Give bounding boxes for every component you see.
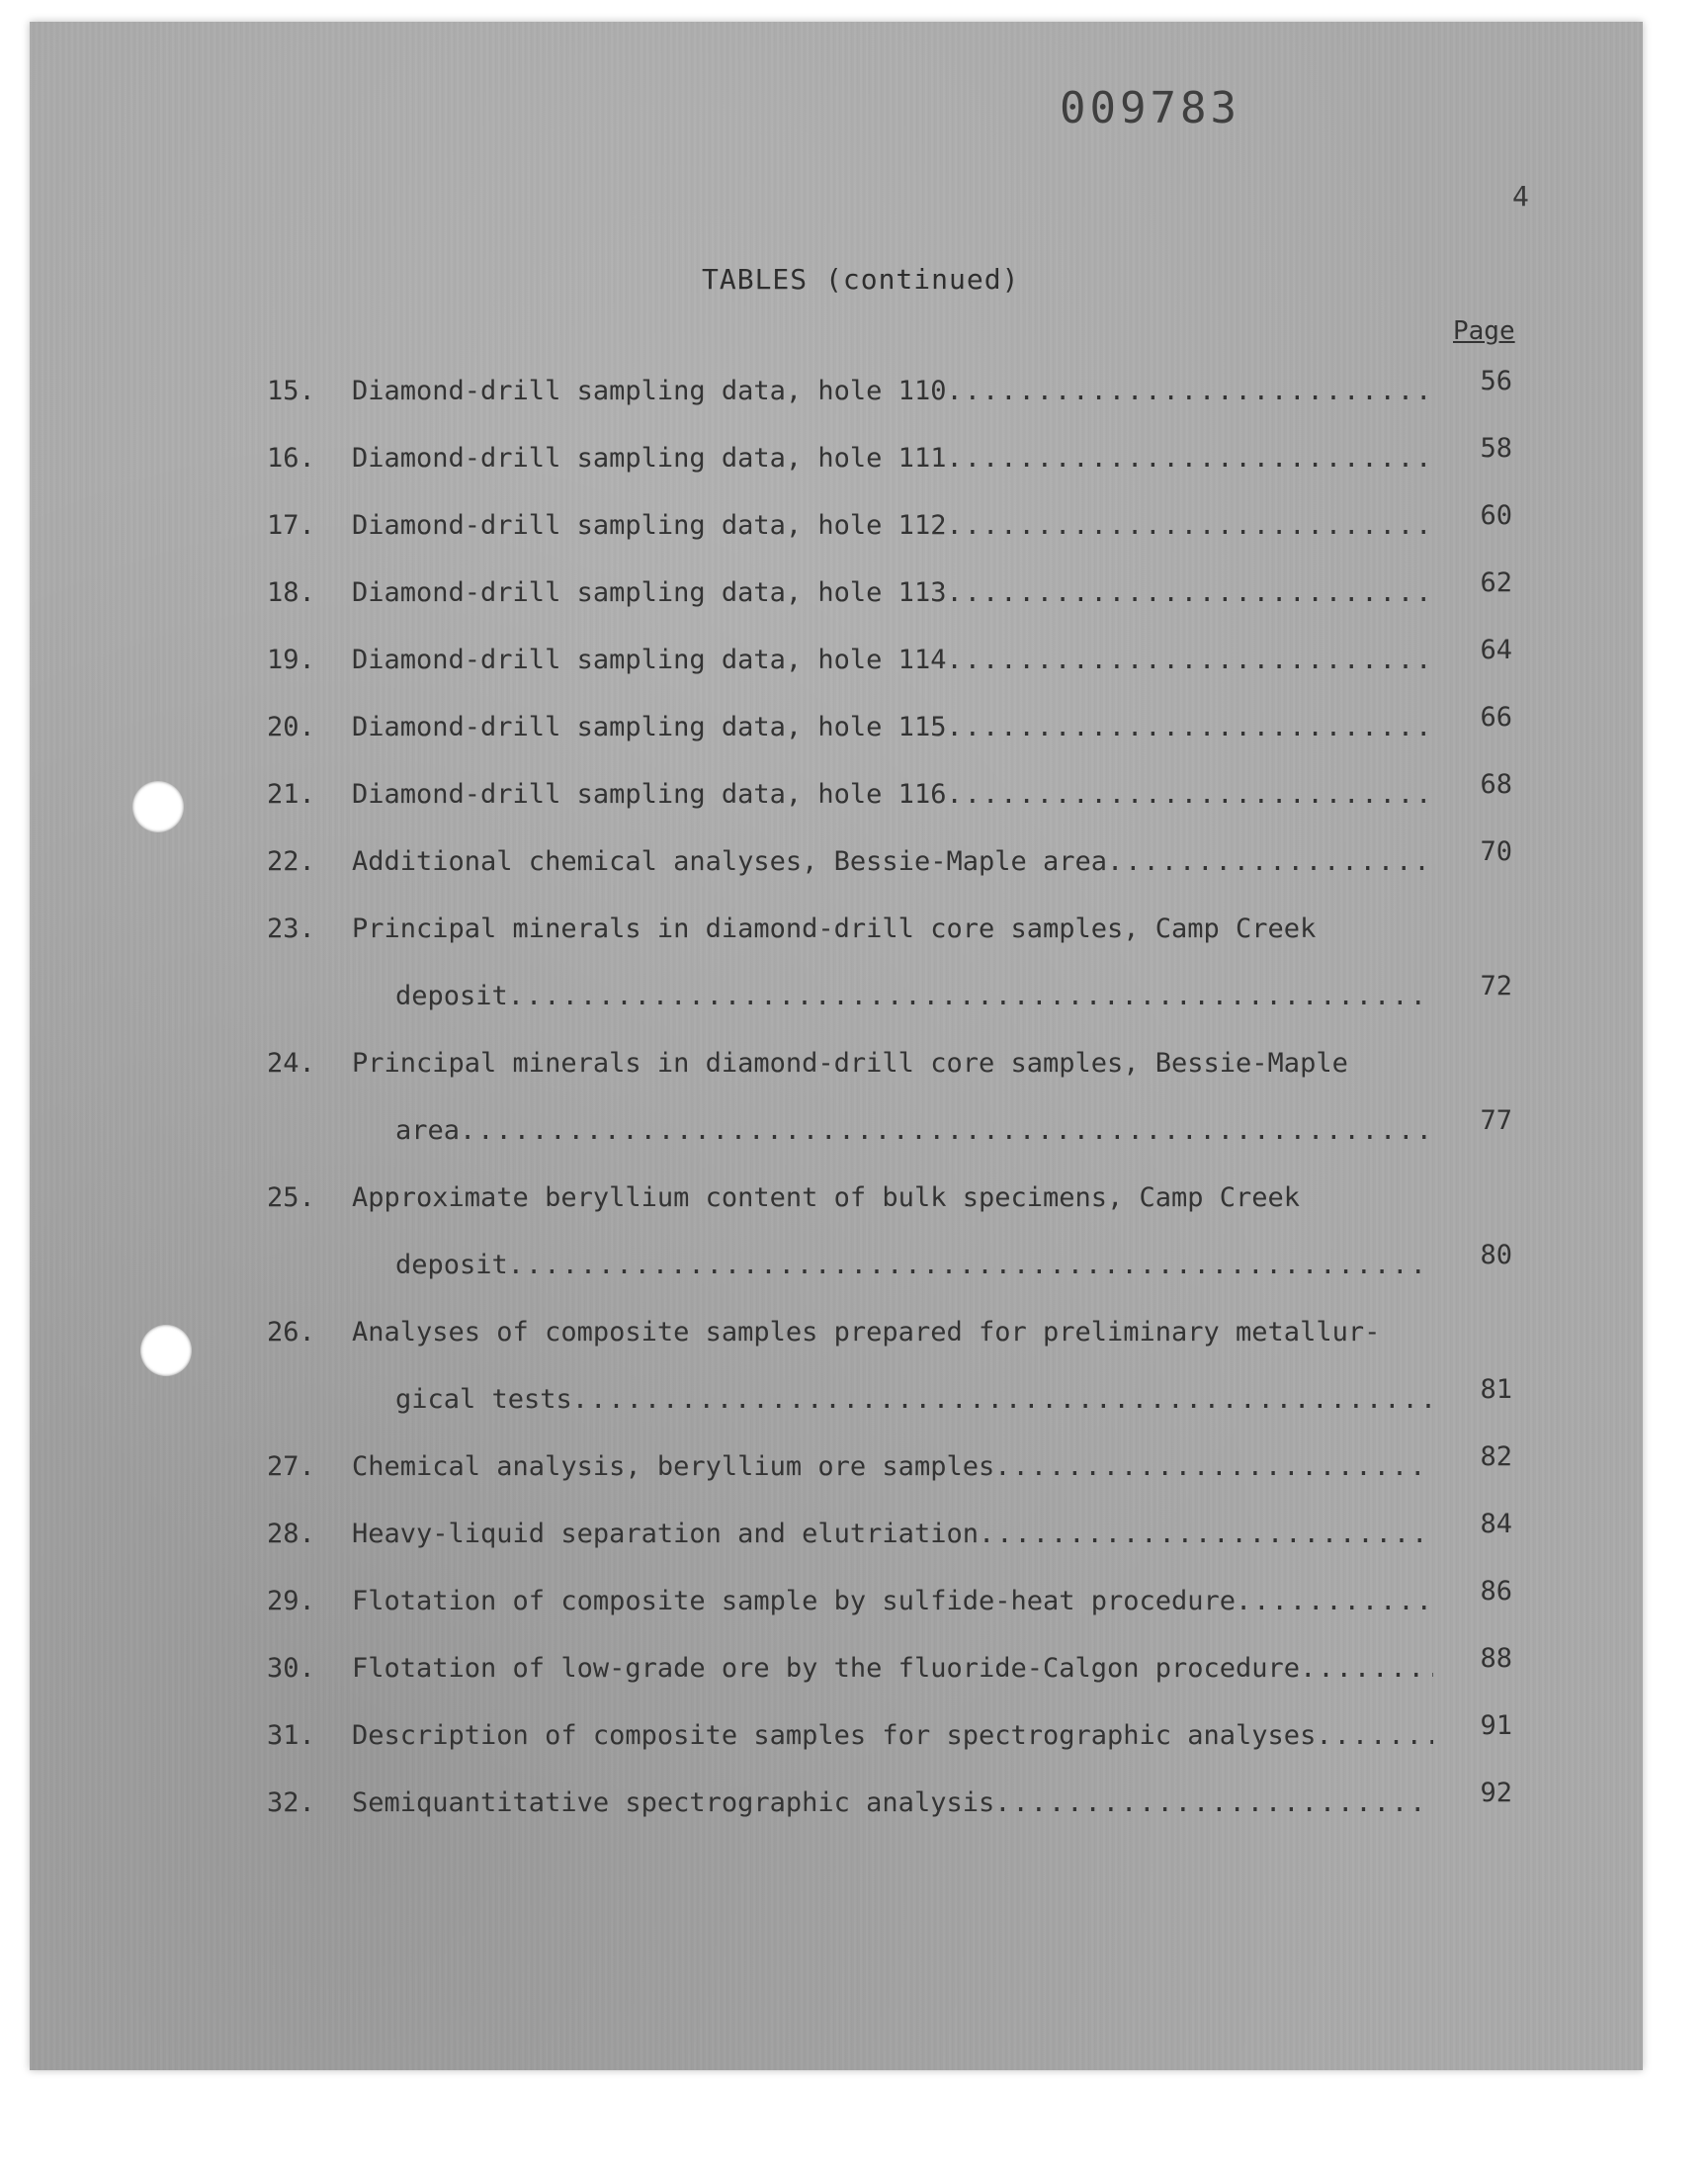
entry-number: 21. xyxy=(267,779,315,810)
leader-dots xyxy=(1300,1653,1433,1684)
list-item xyxy=(267,1635,1512,1702)
leader-dots xyxy=(1316,1720,1433,1751)
list-item xyxy=(267,627,1512,694)
leader-dots xyxy=(572,1384,1433,1415)
entry-title: Diamond-drill sampling data, hole 113 xyxy=(352,577,947,608)
entry-page: 80 xyxy=(1480,1240,1512,1270)
entry-title-continued: area xyxy=(395,1115,461,1146)
entry-page: 86 xyxy=(1480,1576,1512,1607)
entry-title: Principal minerals in diamond-drill core samples, Bessie-Maple xyxy=(352,1048,1348,1079)
leader-dots xyxy=(994,1787,1433,1818)
entry-title: Flotation of composite sample by sulfide-heat procedure xyxy=(352,1586,1237,1616)
entry-title: Diamond-drill sampling data, hole 116 xyxy=(352,779,947,810)
list-item xyxy=(267,1501,1512,1568)
entry-number: 30. xyxy=(267,1653,315,1684)
entry-page: 60 xyxy=(1480,500,1512,531)
entry-page: 58 xyxy=(1480,433,1512,464)
entry-page: 70 xyxy=(1480,836,1512,867)
entry-number: 19. xyxy=(267,645,315,675)
list-item xyxy=(267,1702,1512,1770)
entry-title: Diamond-drill sampling data, hole 115 xyxy=(352,712,947,742)
punch-hole xyxy=(132,781,184,832)
leader-dots xyxy=(946,645,1433,675)
leader-dots xyxy=(946,443,1433,474)
leader-dots xyxy=(1107,846,1433,877)
document-stamp-number: 009783 xyxy=(1060,83,1240,133)
leader-dots xyxy=(946,779,1433,810)
list-item xyxy=(267,1030,1512,1165)
entry-page: 62 xyxy=(1480,567,1512,598)
entry-page: 72 xyxy=(1480,971,1512,1001)
entry-number: 31. xyxy=(267,1720,315,1751)
entry-page: 68 xyxy=(1480,769,1512,800)
entry-number: 25. xyxy=(267,1182,315,1213)
entry-number: 26. xyxy=(267,1317,315,1348)
entry-number: 20. xyxy=(267,712,315,742)
leader-dots xyxy=(1236,1586,1433,1616)
entry-page: 56 xyxy=(1480,366,1512,396)
entry-page: 64 xyxy=(1480,635,1512,665)
entry-number: 18. xyxy=(267,577,315,608)
entry-title: Principal minerals in diamond-drill core samples, Camp Creek xyxy=(352,914,1317,944)
punch-hole xyxy=(140,1325,192,1376)
entry-title: Heavy-liquid separation and elutriation xyxy=(352,1519,979,1549)
entry-page: 84 xyxy=(1480,1509,1512,1539)
entry-page: 81 xyxy=(1480,1374,1512,1405)
leader-dots xyxy=(946,510,1433,541)
list-item xyxy=(267,1770,1512,1837)
entry-title-continued: deposit xyxy=(395,1250,508,1280)
entry-title: Analyses of composite samples prepared for preliminary metallur- xyxy=(352,1317,1381,1348)
scanned-page xyxy=(30,22,1643,2070)
list-item xyxy=(267,560,1512,627)
entry-title: Flotation of low-grade ore by the fluoride-Calgon procedure xyxy=(352,1653,1301,1684)
page-number: 4 xyxy=(1512,180,1529,213)
entry-title: Chemical analysis, beryllium ore samples xyxy=(352,1451,995,1482)
list-item xyxy=(267,761,1512,828)
entry-number: 23. xyxy=(267,914,315,944)
page-column-header: Page xyxy=(1453,316,1515,346)
entry-title: Diamond-drill sampling data, hole 114 xyxy=(352,645,947,675)
entry-title: Semiquantitative spectrographic analysis xyxy=(352,1787,995,1818)
entry-page: 77 xyxy=(1480,1105,1512,1136)
entry-number: 17. xyxy=(267,510,315,541)
list-item xyxy=(267,1434,1512,1501)
list-item xyxy=(267,1165,1512,1299)
entry-title: Diamond-drill sampling data, hole 110 xyxy=(352,376,947,406)
leader-dots xyxy=(508,981,1433,1011)
entry-title: Diamond-drill sampling data, hole 112 xyxy=(352,510,947,541)
entry-number: 29. xyxy=(267,1586,315,1616)
entry-number: 15. xyxy=(267,376,315,406)
list-item xyxy=(267,358,1512,425)
entry-page: 66 xyxy=(1480,702,1512,733)
list-item xyxy=(267,694,1512,761)
entry-title-continued: deposit xyxy=(395,981,508,1011)
entry-page: 82 xyxy=(1480,1441,1512,1472)
entry-page: 92 xyxy=(1480,1778,1512,1808)
entry-title-continued: gical tests xyxy=(395,1384,572,1415)
entry-title: Additional chemical analyses, Bessie-Maple area xyxy=(352,846,1108,877)
list-item xyxy=(267,425,1512,492)
list-item xyxy=(267,1568,1512,1635)
entry-number: 24. xyxy=(267,1048,315,1079)
leader-dots xyxy=(946,376,1433,406)
entry-title: Diamond-drill sampling data, hole 111 xyxy=(352,443,947,474)
list-item xyxy=(267,896,1512,1030)
list-item xyxy=(267,492,1512,560)
leader-dots xyxy=(946,577,1433,608)
list-item xyxy=(267,828,1512,896)
entry-page: 91 xyxy=(1480,1710,1512,1741)
entry-number: 28. xyxy=(267,1519,315,1549)
entry-title: Description of composite samples for spectrographic analyses xyxy=(352,1720,1317,1751)
leader-dots xyxy=(508,1250,1433,1280)
leader-dots xyxy=(460,1115,1433,1146)
list-item xyxy=(267,1299,1512,1434)
leader-dots xyxy=(946,712,1433,742)
entry-number: 16. xyxy=(267,443,315,474)
table-list xyxy=(267,358,1552,1837)
entry-number: 22. xyxy=(267,846,315,877)
entry-page: 88 xyxy=(1480,1643,1512,1674)
leader-dots xyxy=(994,1451,1433,1482)
page-title: TABLES (continued) xyxy=(702,263,1020,296)
entry-number: 27. xyxy=(267,1451,315,1482)
entry-title: Approximate beryllium content of bulk specimens, Camp Creek xyxy=(352,1182,1301,1213)
entry-number: 32. xyxy=(267,1787,315,1818)
leader-dots xyxy=(979,1519,1433,1549)
